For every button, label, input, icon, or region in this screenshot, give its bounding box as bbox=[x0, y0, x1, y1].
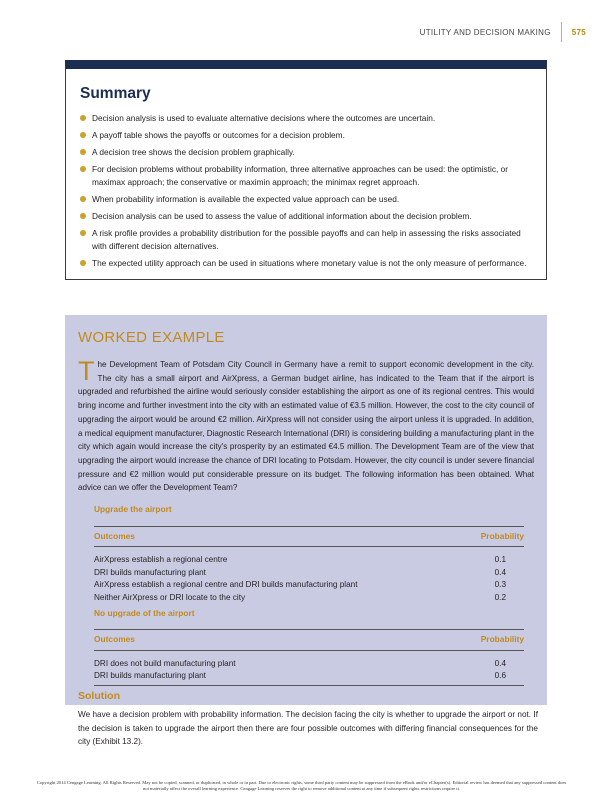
probability-header: Probability bbox=[463, 526, 524, 547]
table-header-row bbox=[94, 630, 524, 651]
bullet-icon bbox=[80, 230, 86, 236]
table-section-heading bbox=[94, 503, 524, 526]
outcome-cell: Neither AirXpress or DRI locate to the city bbox=[94, 593, 246, 602]
outcome-cell: DRI does not build manufacturing plant bbox=[94, 658, 236, 668]
outcome-cell: AirXpress establish a regional centre bbox=[94, 555, 228, 565]
table-row bbox=[94, 592, 524, 605]
page-number: 575 bbox=[571, 27, 586, 37]
summary-item bbox=[80, 163, 534, 189]
table-row bbox=[94, 567, 524, 580]
no-upgrade-heading: No upgrade of the airport bbox=[94, 607, 195, 618]
drop-cap: T bbox=[78, 356, 95, 386]
summary-item bbox=[80, 227, 534, 253]
summary-item-text: When probability information is available the expected value approach can be used. bbox=[92, 194, 400, 204]
table-row bbox=[94, 579, 524, 592]
solution-text: We have a decision problem with probability information. The decision facing the city is whether to upgrade the airport or not. If the decision is taken to upgrade the airport then there are four possible outcomes with differing financial consequences for the city (Exhibit 13.2). bbox=[78, 710, 538, 747]
probability-cell: 0.4 bbox=[494, 658, 506, 668]
worked-example-box bbox=[65, 315, 547, 705]
probability-cell: 0.3 bbox=[494, 580, 506, 590]
probability-header: Probability bbox=[463, 630, 524, 651]
chapter-title: UTILITY AND DECISION MAKING bbox=[419, 27, 551, 37]
outcomes-header: Outcomes bbox=[94, 526, 463, 547]
bullet-icon bbox=[80, 213, 86, 219]
summary-item bbox=[80, 129, 534, 142]
upgrade-heading: Upgrade the airport bbox=[94, 504, 172, 515]
table-row bbox=[94, 554, 524, 567]
solution-section bbox=[78, 690, 538, 749]
bullet-icon bbox=[80, 260, 86, 266]
summary-item-text: A risk profile provides a probability distribution for the possible payoffs and can help in assessing the risks associated with different decision alternatives. bbox=[92, 228, 521, 251]
summary-item bbox=[80, 193, 534, 206]
table-row bbox=[94, 670, 524, 685]
table-header-row bbox=[94, 526, 524, 547]
summary-item-text: The expected utility approach can be used in situations where monetary value is not the only measure of performance. bbox=[92, 258, 527, 268]
worked-example-title: WORKED EXAMPLE bbox=[78, 329, 225, 346]
bullet-icon bbox=[80, 196, 86, 202]
probability-cell: 0.6 bbox=[463, 670, 524, 685]
summary-title: Summary bbox=[80, 85, 151, 102]
summary-item bbox=[80, 257, 534, 270]
summary-list bbox=[80, 112, 534, 270]
summary-item bbox=[80, 146, 534, 159]
summary-item bbox=[80, 210, 534, 223]
summary-item-text: A payoff table shows the payoffs or outcomes for a decision problem. bbox=[92, 130, 345, 140]
summary-box bbox=[65, 60, 547, 280]
probability-cell: 0.4 bbox=[494, 567, 506, 577]
summary-item-text: Decision analysis is used to evaluate alternative decisions where the outcomes are uncertain. bbox=[92, 113, 436, 123]
bullet-icon bbox=[80, 166, 86, 172]
header-divider bbox=[561, 22, 562, 42]
worked-example-paragraph bbox=[78, 358, 534, 495]
summary-item-text: Decision analysis can be used to assess the value of additional information about the decision problem. bbox=[92, 211, 472, 221]
outcome-cell: DRI builds manufacturing plant bbox=[94, 567, 206, 577]
outcome-table bbox=[94, 503, 524, 686]
outcomes-header: Outcomes bbox=[94, 630, 463, 651]
summary-item-text: For decision problems without probability information, three alternative approaches can be used: the optimistic, or maximax approach; the conservative or maximin approach; the minimax regret approach. bbox=[92, 164, 508, 187]
bullet-icon bbox=[80, 149, 86, 155]
outcome-cell: DRI builds manufacturing plant bbox=[94, 670, 463, 685]
summary-item-text: A decision tree shows the decision problem graphically. bbox=[92, 147, 295, 157]
table-section-heading bbox=[94, 605, 524, 630]
solution-title: Solution bbox=[78, 690, 120, 702]
summary-item bbox=[80, 112, 534, 125]
bullet-icon bbox=[80, 132, 86, 138]
outcome-cell: AirXpress establish a regional centre and DRI builds manufacturing plant bbox=[94, 580, 358, 590]
worked-example-text: he Development Team of Potsdam City Council in Germany have a remit to support economic development in the city. The city has a small airport and AirXpress, a German budget airline, has indicated to the Team that if the airport is upgraded and refurbished the airline would seriously consider establishing the airport as one of its regional centres. This would bring income and further investment into the city with an estimated value of €3.5 million. However, the cost to the city council of upgrading the airport would be around €2 million. AirXpress will not consider using the airport unless it is upgraded. In addition, a medical equipment manufacturer, Diagnostic Research International (DRI) is considering building a manufacturing plant in the city which again would increase the city's prosperity by an estimated €4.5 million. The Development Team are of the view that upgrading the airport would increase the chance of DRI locating to Potsdam. However, the city council is under severe financial pressure and €2 million would put considerable pressure on its budget. The following information has been obtained. What advice can we offer the Development Team? bbox=[78, 360, 534, 493]
table-row bbox=[94, 658, 524, 671]
probability-cell: 0.1 bbox=[494, 555, 506, 565]
copyright-notice: Copyright 2014 Cengage Learning. All Rights Reserved. May not be copied, scanned, or duplicated, in whole or in part. Due to electronic rights, some third party content may be suppressed from the eBook and/or eChapter(s). Editorial review has deemed that any suppressed content does not materially affect the overall learning experience. Cengage Learning reserves the right to remove additional content at any time if subsequent rights restrictions require it. bbox=[36, 780, 567, 792]
probability-cell: 0.2 bbox=[494, 593, 506, 602]
running-head bbox=[420, 22, 586, 42]
bullet-icon bbox=[80, 115, 86, 121]
